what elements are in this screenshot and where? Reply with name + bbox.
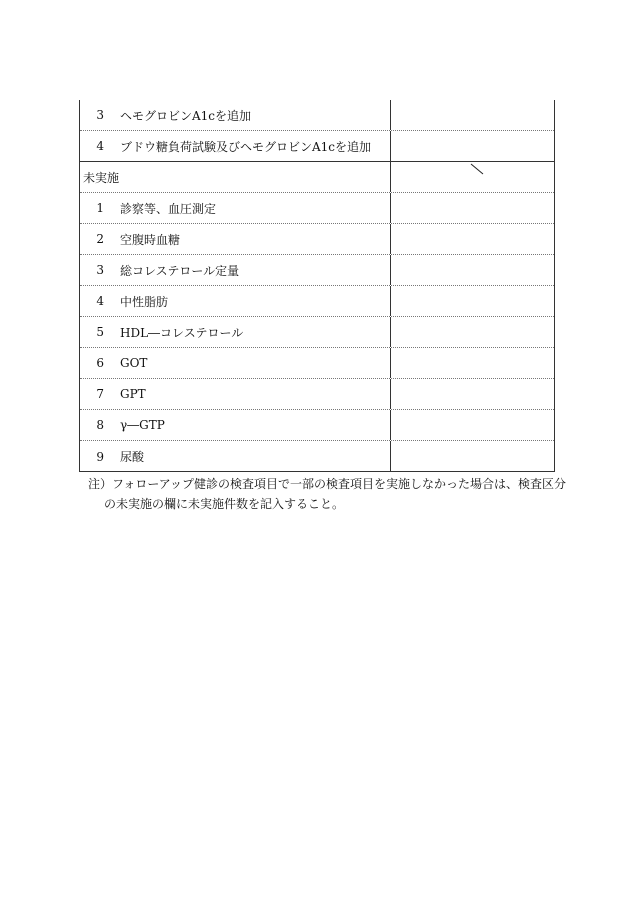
table-row xyxy=(80,100,554,131)
table-row xyxy=(80,224,554,255)
row-number: 9 xyxy=(96,449,104,464)
section-label: 未実施 xyxy=(83,170,120,185)
section-label-cell xyxy=(80,162,391,192)
count-cell-disabled xyxy=(391,162,554,192)
row-text: HDL―コレステロール xyxy=(120,325,244,340)
row-number: 3 xyxy=(96,263,104,277)
row-text: GOT xyxy=(120,356,148,370)
row-number: 1 xyxy=(96,201,104,215)
table-row xyxy=(80,441,554,472)
row-label xyxy=(80,379,391,409)
count-cell[interactable] xyxy=(391,379,554,409)
row-label xyxy=(80,193,391,223)
row-text: 中性脂肪 xyxy=(120,294,169,309)
row-number: 2 xyxy=(96,232,104,246)
table-row xyxy=(80,410,554,441)
table-row xyxy=(80,379,554,410)
row-text: ヘモグロビンA1cを追加 xyxy=(120,108,252,123)
row-text: GPT xyxy=(120,387,146,401)
count-cell[interactable] xyxy=(391,317,554,347)
count-cell[interactable] xyxy=(391,100,554,130)
row-number: 8 xyxy=(96,418,104,432)
count-cell[interactable] xyxy=(391,255,554,285)
count-cell[interactable] xyxy=(391,348,554,378)
section-header-row xyxy=(80,162,554,193)
row-label xyxy=(80,224,391,254)
row-number: 4 xyxy=(96,139,104,153)
row-text: γ―GTP xyxy=(120,418,165,432)
table-row xyxy=(80,193,554,224)
row-text: 空腹時血糖 xyxy=(120,232,181,247)
table-row xyxy=(80,348,554,379)
row-label xyxy=(80,441,391,472)
row-label xyxy=(80,286,391,316)
row-label xyxy=(80,131,391,161)
count-cell[interactable] xyxy=(391,410,554,440)
count-cell[interactable] xyxy=(391,193,554,223)
count-cell[interactable] xyxy=(391,441,554,472)
row-text: 診察等、血圧測定 xyxy=(120,201,217,216)
row-label xyxy=(80,317,391,347)
count-cell[interactable] xyxy=(391,224,554,254)
row-number: 4 xyxy=(96,294,104,308)
row-number: 7 xyxy=(96,387,104,401)
count-cell[interactable] xyxy=(391,286,554,316)
footnote xyxy=(88,474,568,514)
table-row xyxy=(80,255,554,286)
row-label xyxy=(80,100,391,130)
table-row xyxy=(80,131,554,162)
footnote-line-1: 注）フォローアップ健診の検査項目で一部の検査項目を実施しなかった場合は、検査区分 xyxy=(88,477,566,491)
row-number: 5 xyxy=(96,325,104,339)
inspection-table xyxy=(79,100,555,472)
row-number: 3 xyxy=(96,108,104,122)
row-text: ブドウ糖負荷試験及びヘモグロビンA1cを追加 xyxy=(120,139,372,154)
row-number: 6 xyxy=(96,356,104,370)
row-label xyxy=(80,255,391,285)
table-row xyxy=(80,317,554,348)
footnote-line-2: の未実施の欄に未実施件数を記入すること。 xyxy=(104,497,345,511)
row-text: 尿酸 xyxy=(120,450,145,464)
diagonal-slash-icon xyxy=(469,162,485,176)
row-label xyxy=(80,348,391,378)
row-text: 総コレステロール定量 xyxy=(120,263,240,278)
count-cell[interactable] xyxy=(391,131,554,161)
row-label xyxy=(80,410,391,440)
table-row xyxy=(80,286,554,317)
